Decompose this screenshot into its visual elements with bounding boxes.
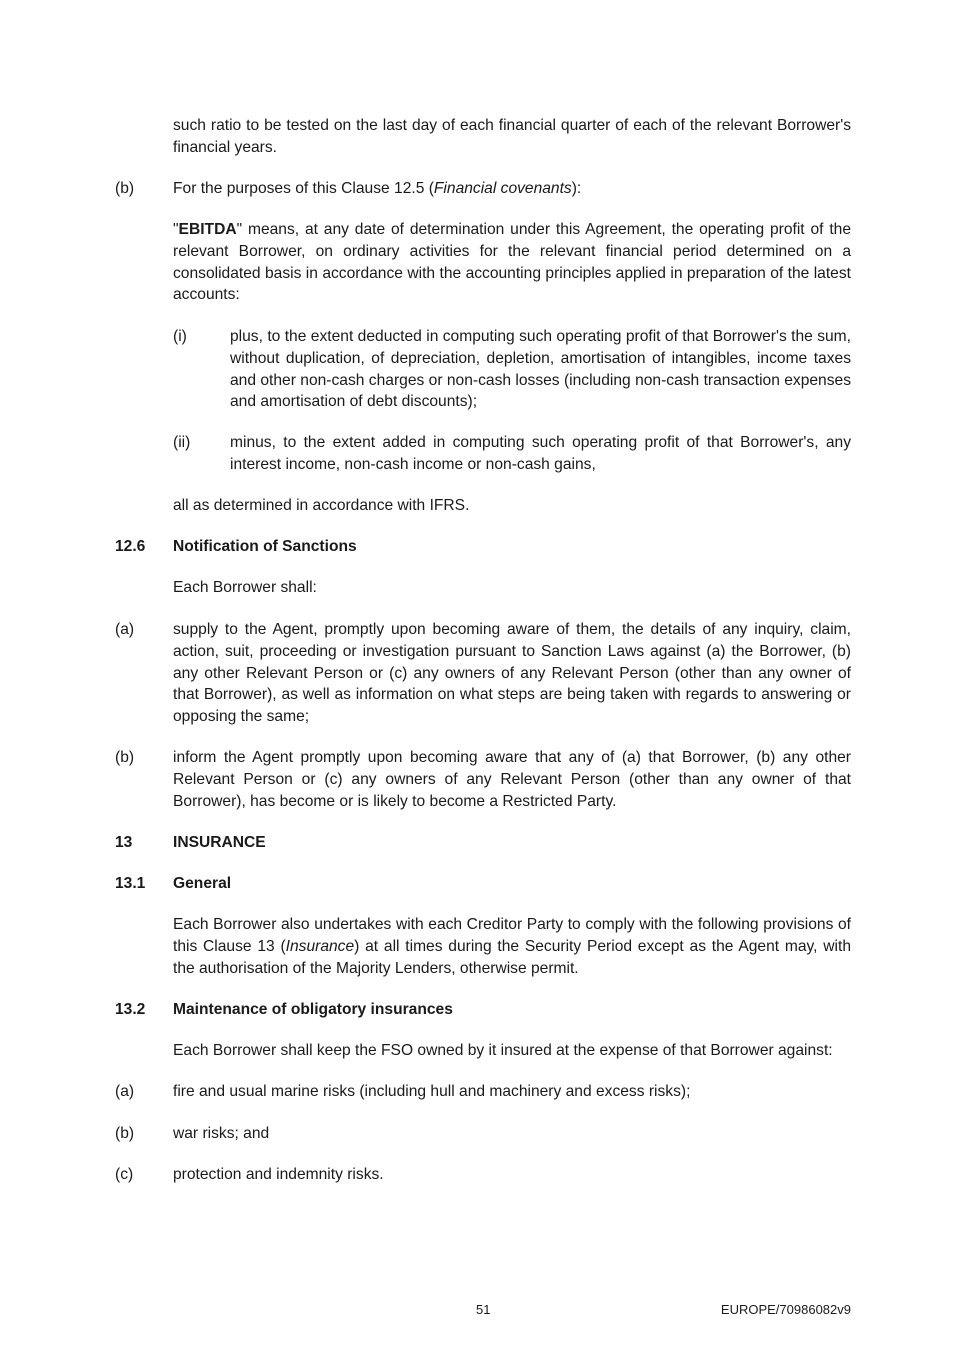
ebitda-definition-text: " means, at any date of determination under this Agreement, the operating profit of the relevant Borrower, on ordinary activities for the relevant financial period determined on a consolidated basis in accordance with the accounting principles applied in preparation of the latest accounts: <box>173 221 851 304</box>
insurance-b-label: (b) <box>115 1125 135 1142</box>
ebitda-definition <box>173 219 851 306</box>
all-determined-paragraph: all as determined in accordance with IFRS. <box>173 497 470 514</box>
general-text-italic: Insurance <box>285 937 355 955</box>
section-13-2-number: 13.2 <box>115 1001 146 1018</box>
section-13-1-number: 13.1 <box>115 875 146 892</box>
each-borrower-shall: Each Borrower shall: <box>173 579 317 596</box>
ebitda-term: EBITDA <box>178 221 237 238</box>
section-12-6-number: 12.6 <box>115 538 146 555</box>
section-12-6-heading: Notification of Sanctions <box>173 538 357 555</box>
purposes-text-italic: Financial covenants <box>433 180 572 197</box>
item-ii-text: minus, to the extent added in computing such operating profit of that Borrower's, any interest income, non-cash income or non-cash gains, <box>230 434 851 473</box>
item-i-text: plus, to the extent deducted in computing such operating profit of that Borrower's the sum, without duplication, of depreciation, depletion, amortisation of intangibles, income taxes and other non-cash charges or non-cash losses (including non-cash transaction expenses and amortisation of debt discounts); <box>230 328 851 411</box>
document-reference: EUROPE/70986082v9 <box>720 1302 851 1317</box>
sanctions-b-label: (b) <box>115 749 135 766</box>
insurance-a-text: fire and usual marine risks (including hull and machinery and excess risks); <box>173 1083 691 1100</box>
insurance-b-text: war risks; and <box>173 1125 270 1142</box>
sanctions-b-text: inform the Agent promptly upon becoming aware that any of (a) that Borrower, (b) any other Relevant Person or (c) any owners of any Relevant Person (other than any owner of that Borrower), has become or is likely to become a Restricted Party. <box>173 749 851 810</box>
general-text-post: ) at all times during the Security Period except as the Agent may, with the authorisation of the Majority Lenders, otherwise permit. <box>173 937 852 977</box>
purposes-text-pre: For the purposes of this Clause 12.5 ( <box>173 180 434 197</box>
sanctions-a-label: (a) <box>115 621 135 638</box>
purposes-text-post: ): <box>571 180 582 197</box>
item-ii-label: (ii) <box>173 434 191 451</box>
section-13-number: 13 <box>115 834 133 851</box>
insurance-c-label: (c) <box>115 1166 134 1183</box>
intro-paragraph: such ratio to be tested on the last day of each financial quarter of each of the relevant Borrower's financial years. <box>173 117 851 156</box>
section-13-heading: INSURANCE <box>173 834 266 851</box>
item-i-label: (i) <box>173 328 187 345</box>
purposes-paragraph <box>173 178 851 200</box>
insurance-c-text: protection and indemnity risks. <box>173 1166 384 1183</box>
insurance-a-label: (a) <box>115 1083 135 1100</box>
section-13-1-heading: General <box>173 875 232 892</box>
insurance-intro-paragraph: Each Borrower shall keep the FSO owned by it insured at the expense of that Borrower against: <box>173 1042 833 1059</box>
general-text-pre: Each Borrower also undertakes with each Creditor Party to comply with the following provisions of this Clause 13 ( <box>173 916 851 955</box>
sanctions-a-text: supply to the Agent, promptly upon becoming aware of them, the details of any inquiry, claim, action, suit, proceeding or investigation pursuant to Sanction Laws against (a) the Borrower, (b) any other Relevant Person or (c) any owners of any Relevant Person (other than any owner of that Borrower), as well as information on what steps are being taken with regards to answering or opposing the same; <box>173 621 851 726</box>
purposes-label: (b) <box>115 180 135 197</box>
general-paragraph <box>173 914 851 979</box>
page-number: 51 <box>476 1302 491 1317</box>
ebitda-quote: " <box>173 221 179 238</box>
section-13-2-heading: Maintenance of obligatory insurances <box>173 1001 453 1018</box>
